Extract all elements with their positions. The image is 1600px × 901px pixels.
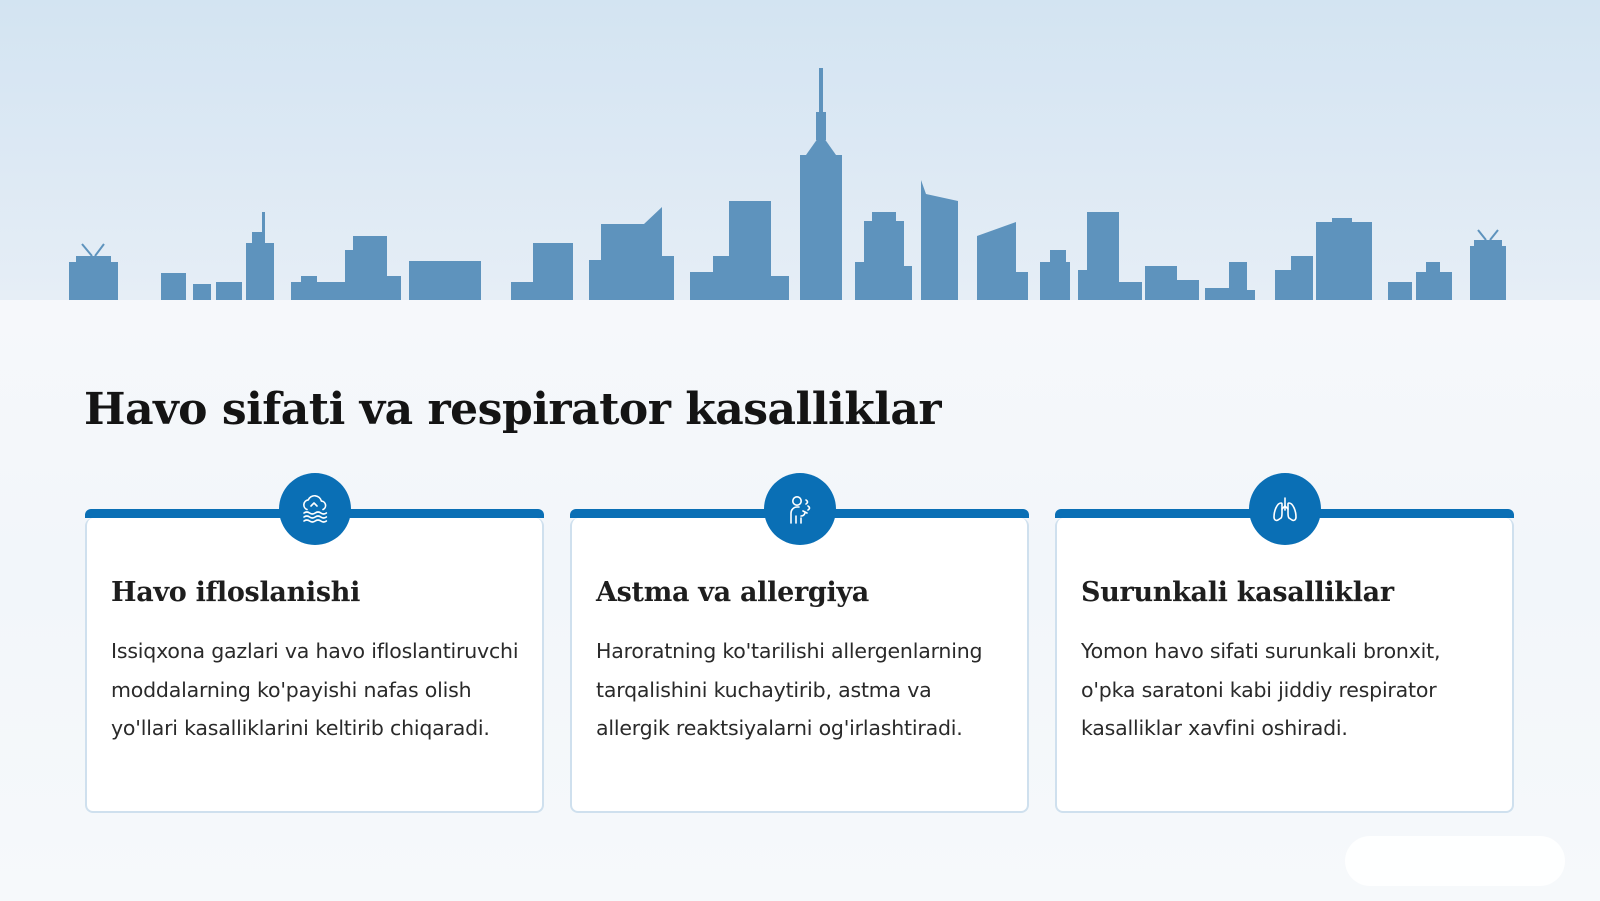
card-chronic-diseases — [1055, 518, 1514, 813]
lungs-icon — [1249, 473, 1321, 545]
card-title: Astma va allergiya — [596, 577, 869, 608]
card-air-pollution — [85, 518, 544, 813]
card-description: Yomon havo sifati surunkali bronxit, o'pka saratoni kabi jiddiy respirator kasalliklar xavfini oshiradi. — [1081, 639, 1441, 740]
person-coughing-icon — [764, 473, 836, 545]
card-title: Havo ifloslanishi — [111, 577, 361, 608]
card-asthma-allergy — [570, 518, 1029, 813]
city-skyline-illustration — [0, 0, 1600, 300]
corner-highlight — [1345, 836, 1565, 886]
cloud-waves-icon — [279, 473, 351, 545]
page-title: Havo sifati va respirator kasalliklar — [84, 384, 942, 435]
card-description: Issiqxona gazlari va havo ifloslantiruvchi moddalarning ko'payishi nafas olish yo'llari kasalliklarini keltirib chiqaradi. — [111, 639, 519, 740]
card-description: Haroratning ko'tarilishi allergenlarning tarqalishini kuchaytirib, astma va allergik reaktsiyalarni og'irlashtiradi. — [596, 639, 983, 740]
card-title: Surunkali kasalliklar — [1081, 577, 1394, 608]
